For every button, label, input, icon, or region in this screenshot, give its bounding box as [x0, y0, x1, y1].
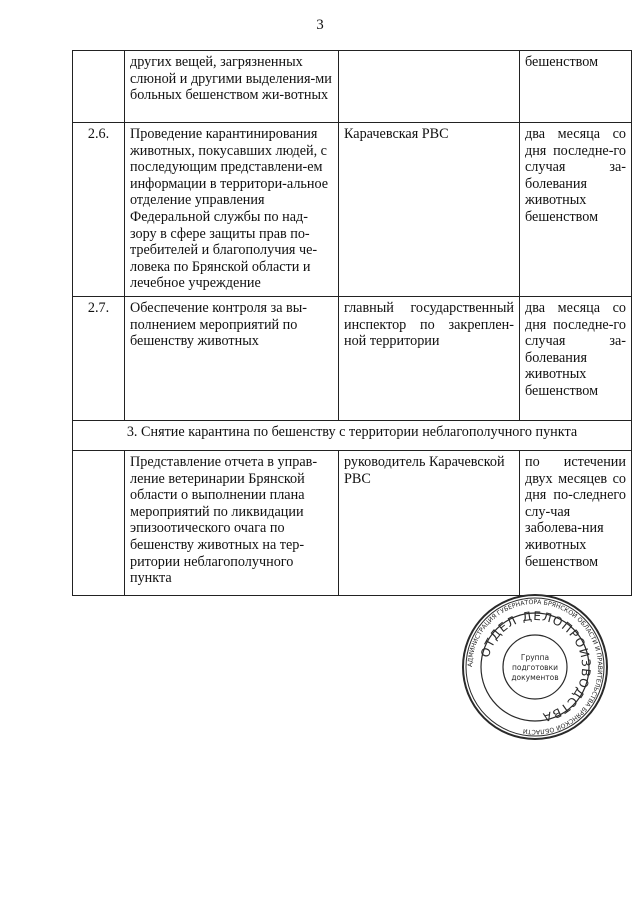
action-cell: других вещей, загрязненных слюной и другими выделения-ми больных бешенством жи-вотных: [125, 51, 339, 123]
deadline-cell: два месяца со дня последне-го случая за-болевания животных бешенством: [520, 123, 632, 297]
stamp-center-line3: документов: [511, 673, 559, 682]
official-stamp: [460, 592, 610, 742]
action-plan-table: [72, 50, 632, 596]
row-number: [73, 451, 125, 596]
responsible-cell: [339, 51, 520, 123]
action-cell: Обеспечение контроля за вы-полнением мероприятий по бешенству животных: [125, 297, 339, 421]
responsible-cell: Карачевская РВС: [339, 123, 520, 297]
deadline-cell: бешенством: [520, 51, 632, 123]
stamp-center-line2: подготовки: [512, 663, 558, 672]
responsible-cell: главный государственный инспектор по закреплен-ной территории: [339, 297, 520, 421]
responsible-cell: руководитель Карачевской РВС: [339, 451, 520, 596]
table-row: [73, 51, 632, 123]
row-number: 2.7.: [73, 297, 125, 421]
section-row: [73, 421, 632, 451]
action-cell: Представление отчета в управ-ление ветеринарии Брянской области о выполнении плана мероприятий по ликвидации эпизоотического очага по бешенству животных на тер-ритории неблагополучного пункта: [125, 451, 339, 596]
deadline-cell: два месяца со дня последне-го случая за-болевания животных бешенством: [520, 297, 632, 421]
row-number: [73, 51, 125, 123]
stamp-outer-text: АДМИНИСТРАЦИЯ ГУБЕРНАТОРА БРЯНСКОЙ ОБЛАСТИ И ПРАВИТЕЛЬСТВА БРЯНСКОЙ ОБЛАСТИ: [466, 598, 604, 736]
table-row: [73, 123, 632, 297]
page-number: 3: [316, 17, 324, 33]
table-row: [73, 297, 632, 421]
table-row: [73, 451, 632, 596]
row-number: 2.6.: [73, 123, 125, 297]
stamp-center-line1: Группа: [520, 653, 550, 662]
stamp-middle-text: ОТДЕЛ ДЕЛОПРОИЗВОДСТВА: [478, 608, 594, 725]
action-cell: Проведение карантинирования животных, покусавших людей, с последующим представлени-ем информации в территори-альное отделение управления Федеральной службы по над-зору в сфере защиты прав по-требителей и благополучия че-ловека по Брянской области и лечебное учреждение: [125, 123, 339, 297]
section-3-title: 3. Снятие карантина по бешенству с территории неблагополучного пункта: [73, 421, 632, 451]
deadline-cell: по истечении двух месяцев со дня по-следнего слу-чая заболева-ния животных бешенством: [520, 451, 632, 596]
